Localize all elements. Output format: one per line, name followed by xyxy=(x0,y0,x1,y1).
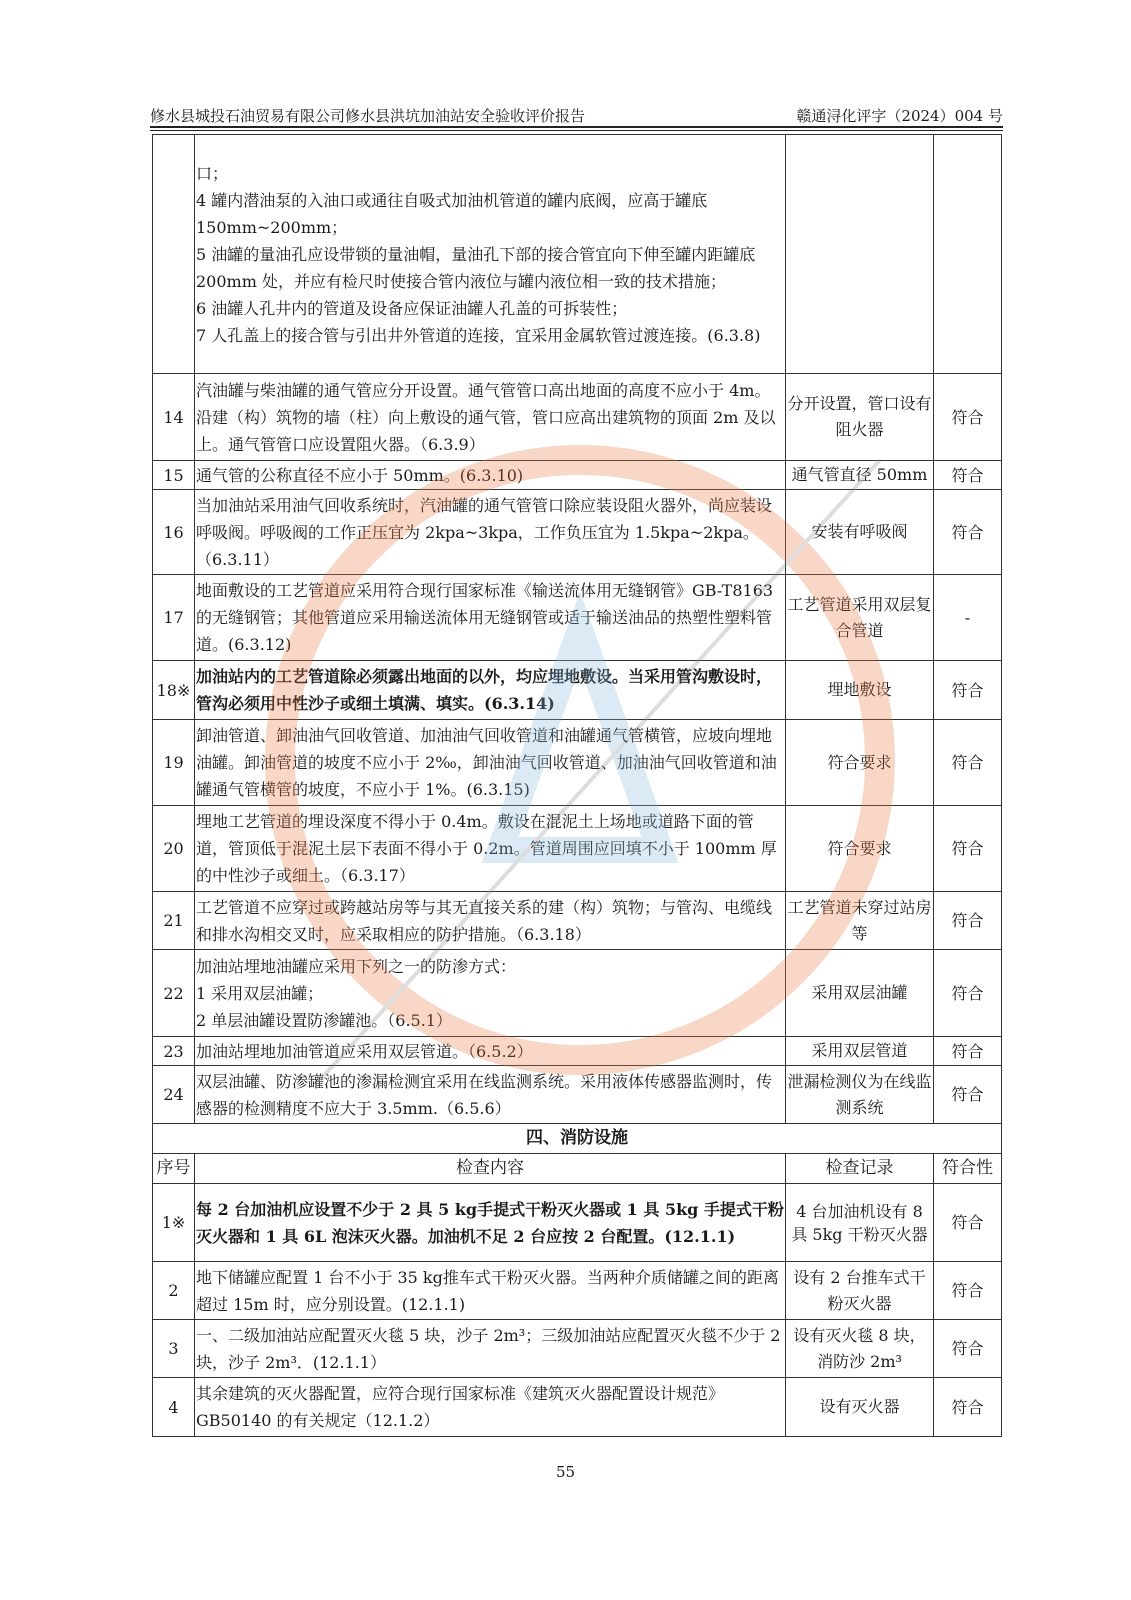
check-record: 埋地敷设 xyxy=(786,661,934,720)
row-number: 18※ xyxy=(153,661,195,720)
check-content: 口； 4 罐内潜油泵的入油口或通往自吸式加油机管道的罐内底阀，应高于罐底 150mm~200mm； 5 油罐的量油孔应设带锁的量油帽，量油孔下部的接合管宜向下伸至罐内距罐底 200mm 处，并应有检尺时使接合管内液位与罐内液位相一致的技术措施； 6 油罐人孔井内的管道及设备应保证油罐人孔盖的可拆装性； 7 人孔盖上的接合管与引出井外管道的连接，宜采用金属软管过渡连接。(6.3.8) xyxy=(195,135,786,374)
check-record: 设有灭火器 xyxy=(786,1378,934,1437)
compliance: 符合 xyxy=(934,1378,1002,1437)
row-number: 16 xyxy=(153,490,195,575)
page-number: 55 xyxy=(555,1463,576,1481)
check-content: 地下储罐应配置 1 台不小于 35 kg推车式干粉灭火器。当两种介质储罐之间的距离超过 15m 时，应分别设置。(12.1.1) xyxy=(195,1262,786,1320)
header-rule xyxy=(150,126,1003,128)
inspection-table xyxy=(152,134,1002,1437)
compliance: 符合 xyxy=(934,720,1002,806)
check-content: 卸油管道、卸油油气回收管道、加油油气回收管道和油罐通气管横管，应坡向埋地油罐。卸油管道的坡度不应小于 2‰，卸油油气回收管道、加油油气回收管道和油罐通气管横管的坡度，不应小于 1%。(6.3.15) xyxy=(195,720,786,806)
table-row xyxy=(153,661,1002,720)
row-number: 23 xyxy=(153,1037,195,1066)
column-header-row xyxy=(153,1154,1002,1184)
table-row xyxy=(153,1262,1002,1320)
compliance: 符合 xyxy=(934,374,1002,461)
compliance: - xyxy=(934,575,1002,661)
column-header-content: 检查内容 xyxy=(195,1154,786,1184)
column-header-no: 序号 xyxy=(153,1154,195,1184)
check-content: 每 2 台加油机应设置不少于 2 具 5 kg手提式干粉灭火器或 1 具 5kg 手提式干粉灭火器和 1 具 6L 泡沫灭火器。加油机不足 2 台应按 2 台配置。(12.1.1) xyxy=(195,1184,786,1262)
check-record: 泄漏检测仪为在线监测系统 xyxy=(786,1066,934,1124)
check-content: 工艺管道不应穿过或跨越站房等与其无直接关系的建（构）筑物；与管沟、电缆线和排水沟相交叉时，应采取相应的防护措施。（6.3.18） xyxy=(195,892,786,950)
section-title: 四、消防设施 xyxy=(153,1124,1002,1154)
compliance: 符合 xyxy=(934,892,1002,950)
row-number xyxy=(153,135,195,374)
row-number: 20 xyxy=(153,806,195,892)
compliance: 符合 xyxy=(934,1184,1002,1262)
row-number: 15 xyxy=(153,461,195,490)
check-record: 通气管直径 50mm xyxy=(786,461,934,490)
row-number: 2 xyxy=(153,1262,195,1320)
compliance: 符合 xyxy=(934,1066,1002,1124)
check-content: 加油站埋地油罐应采用下列之一的防渗方式： 1 采用双层油罐； 2 单层油罐设置防渗罐池。（6.5.1） xyxy=(195,950,786,1037)
row-number: 21 xyxy=(153,892,195,950)
check-content: 地面敷设的工艺管道应采用符合现行国家标准《输送流体用无缝钢管》GB-T8163 的无缝钢管；其他管道应采用输送流体用无缝钢管或适于输送油品的热塑性塑料管道。(6.3.12) xyxy=(195,575,786,661)
table-row xyxy=(153,892,1002,950)
check-content: 通气管的公称直径不应小于 50mm。(6.3.10) xyxy=(195,461,786,490)
check-record: 采用双层管道 xyxy=(786,1037,934,1066)
check-record: 分开设置，管口设有阻火器 xyxy=(786,374,934,461)
row-number: 14 xyxy=(153,374,195,461)
table-row xyxy=(153,135,1002,374)
compliance: 符合 xyxy=(934,490,1002,575)
report-number: 赣通浔化评字（2024）004 号 xyxy=(796,107,1003,125)
column-header-result: 符合性 xyxy=(934,1154,1002,1184)
check-content: 其余建筑的灭火器配置，应符合现行国家标准《建筑灭火器配置设计规范》GB50140 的有关规定（12.1.2） xyxy=(195,1378,786,1437)
compliance: 符合 xyxy=(934,661,1002,720)
section-heading-row xyxy=(153,1124,1002,1154)
row-number: 1※ xyxy=(153,1184,195,1262)
compliance: 符合 xyxy=(934,950,1002,1037)
column-header-record: 检查记录 xyxy=(786,1154,934,1184)
compliance: 符合 xyxy=(934,1037,1002,1066)
row-number: 3 xyxy=(153,1320,195,1378)
check-record: 符合要求 xyxy=(786,806,934,892)
table-row xyxy=(153,575,1002,661)
check-record: 工艺管道采用双层复合管道 xyxy=(786,575,934,661)
check-record: 工艺管道未穿过站房等 xyxy=(786,892,934,950)
table-row xyxy=(153,461,1002,490)
table-row xyxy=(153,1037,1002,1066)
compliance: 符合 xyxy=(934,1262,1002,1320)
table-row xyxy=(153,490,1002,575)
check-record: 设有灭火毯 8 块，消防沙 2m³ xyxy=(786,1320,934,1378)
compliance xyxy=(934,135,1002,374)
table-row xyxy=(153,1184,1002,1262)
check-content: 双层油罐、防渗罐池的渗漏检测宜采用在线监测系统。采用液体传感器监测时，传感器的检测精度不应大于 3.5mm.（6.5.6） xyxy=(195,1066,786,1124)
header-rule-thin xyxy=(150,130,1003,131)
row-number: 22 xyxy=(153,950,195,1037)
compliance: 符合 xyxy=(934,461,1002,490)
check-content: 埋地工艺管道的埋设深度不得小于 0.4m。敷设在混泥土上场地或道路下面的管道，管顶低于混泥土层下表面不得小于 0.2m。管道周围应回填不小于 100mm 厚的中性沙子或细土。（6.3.17） xyxy=(195,806,786,892)
table-row xyxy=(153,806,1002,892)
table-row xyxy=(153,374,1002,461)
table-row xyxy=(153,950,1002,1037)
check-record: 安装有呼吸阀 xyxy=(786,490,934,575)
check-record: 4 台加油机设有 8 具 5kg 干粉灭火器 xyxy=(786,1184,934,1262)
check-content: 加油站埋地加油管道应采用双层管道。（6.5.2） xyxy=(195,1037,786,1066)
compliance: 符合 xyxy=(934,806,1002,892)
row-number: 24 xyxy=(153,1066,195,1124)
check-record xyxy=(786,135,934,374)
check-content: 汽油罐与柴油罐的通气管应分开设置。通气管管口高出地面的高度不应小于 4m。沿建（构）筑物的墙（柱）向上敷设的通气管，管口应高出建筑物的顶面 2m 及以上。通气管管口应设置阻火器。（6.3.9） xyxy=(195,374,786,461)
compliance: 符合 xyxy=(934,1320,1002,1378)
table-row xyxy=(153,1320,1002,1378)
check-content: 一、二级加油站应配置灭火毯 5 块，沙子 2m³；三级加油站应配置灭火毯不少于 2 块，沙子 2m³．(12.1.1） xyxy=(195,1320,786,1378)
row-number: 4 xyxy=(153,1378,195,1437)
row-number: 17 xyxy=(153,575,195,661)
table-row xyxy=(153,1378,1002,1437)
row-number: 19 xyxy=(153,720,195,806)
page-header xyxy=(150,100,1003,126)
check-record: 符合要求 xyxy=(786,720,934,806)
report-title: 修水县城投石油贸易有限公司修水县洪坑加油站安全验收评价报告 xyxy=(150,107,586,125)
check-content: 加油站内的工艺管道除必须露出地面的以外，均应埋地敷设。当采用管沟敷设时，管沟必须用中性沙子或细土填满、填实。(6.3.14) xyxy=(195,661,786,720)
table-row xyxy=(153,1066,1002,1124)
check-record: 采用双层油罐 xyxy=(786,950,934,1037)
check-record: 设有 2 台推车式干粉灭火器 xyxy=(786,1262,934,1320)
check-content: 当加油站采用油气回收系统时，汽油罐的通气管管口除应装设阻火器外，尚应装设呼吸阀。呼吸阀的工作正压宜为 2kpa~3kpa，工作负压宜为 1.5kpa~2kpa。（6.3.11） xyxy=(195,490,786,575)
table-row xyxy=(153,720,1002,806)
